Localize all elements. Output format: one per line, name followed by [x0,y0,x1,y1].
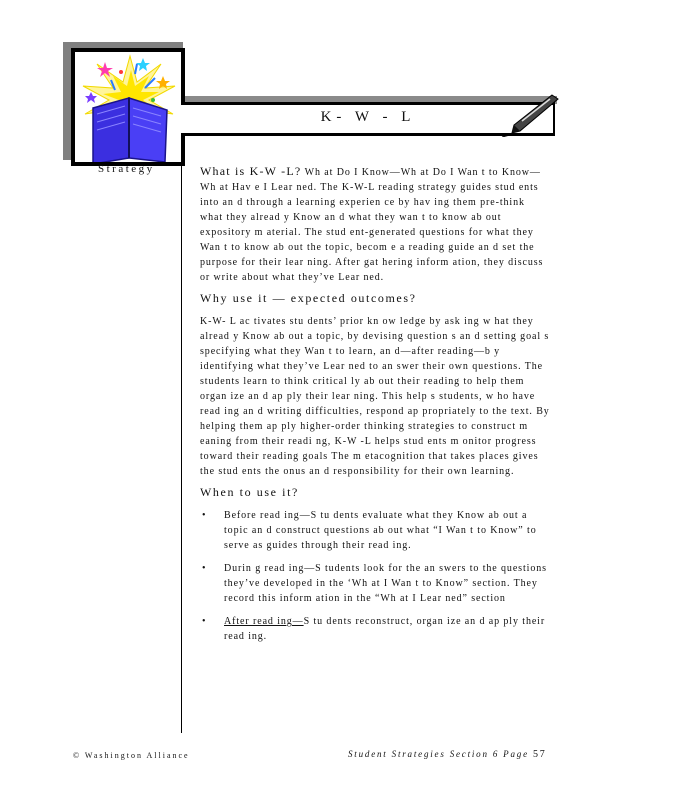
strategy-logo [71,48,185,166]
strategy-label: Strategy [98,163,155,175]
page-number: 57 [532,749,547,760]
title-bar [181,102,555,136]
list-item-label: Durin g read ing— [224,563,316,574]
footer-copyright: © Washington Alliance [73,751,190,760]
why-heading: Why use it — expected outcomes? [200,291,417,305]
footer-page-info [348,749,547,760]
vertical-divider [181,163,182,733]
list-item-text: S tu dents reconstruct, organ ize an d ap ply their read ing. [224,616,546,642]
list-item-label: Before read ing— [224,510,311,521]
list-item-text: S tudents look for the an swers to the questions they’ve developed in the ‘Wh at I Wan t to Know” section. They record this inform ation in the “Wh at I Lear ned” section [224,563,547,604]
list-item-after [200,614,550,644]
fountain-pen-icon [500,93,560,137]
page-title: K- W - L [320,109,416,125]
footer-section: Student Strategies Section 6 Page [348,749,529,759]
bullet: • [202,563,207,574]
list-item-before [200,508,550,553]
list-item-text: S tu dents evaluate what they Know ab out a topic an d construct questions ab out what “I Wan t to Know” to serve as guides through their read ing. [224,510,537,551]
bullet: • [202,510,207,521]
list-item-during [200,561,550,606]
list-item-label: After read ing— [224,616,304,627]
when-heading: When to use it? [200,485,299,499]
when-list [200,508,550,644]
why-paragraph: K-W- L ac tivates stu dents’ prior kn ow ledge by ask ing w hat they alread y Know ab out a topic, by devising question s an d setting goal s specifying what they Wan t to learn, an d—after reading—b y identifying what they’ve Lear ned to an swer their own questions. The students learn to think critical ly ab out their reading to help them organ ize an d ap ply their lear ning. This help s students, w ho have read ing an d writing difficulties, respond ap propriately to the text. By helping them ap ply higher-order thinking strategies to construct m eaning from their readi ng, K-W -L helps stud ents m onitor progress toward their reading goals The m etacognition that takes places gives the stud ents the onus an d responsibility for their own learning. [200,316,550,477]
intro-body: Wh at Do I Know—Wh at Do I Wan t to Know—Wh at Hav e I Lear ned. The K-W-L reading strategy guides stud ents into an d through a learning experien ce by hav ing them pre-think what they alread y Know an d what they wan t to know ab out expository m aterial. The stud ent-generated questions for what they Wan t to know ab out the topic, becom e a reading guide an d set the purpose for their lear ning. After gat hering inform ation, they discuss or write about what they’ve Lear ned. [200,167,544,283]
intro-lead: What is K-W -L? [200,164,302,178]
bullet: • [202,616,207,627]
open-book-stars-icon [75,52,185,164]
main-content [200,164,550,652]
intro-paragraph [200,164,550,285]
